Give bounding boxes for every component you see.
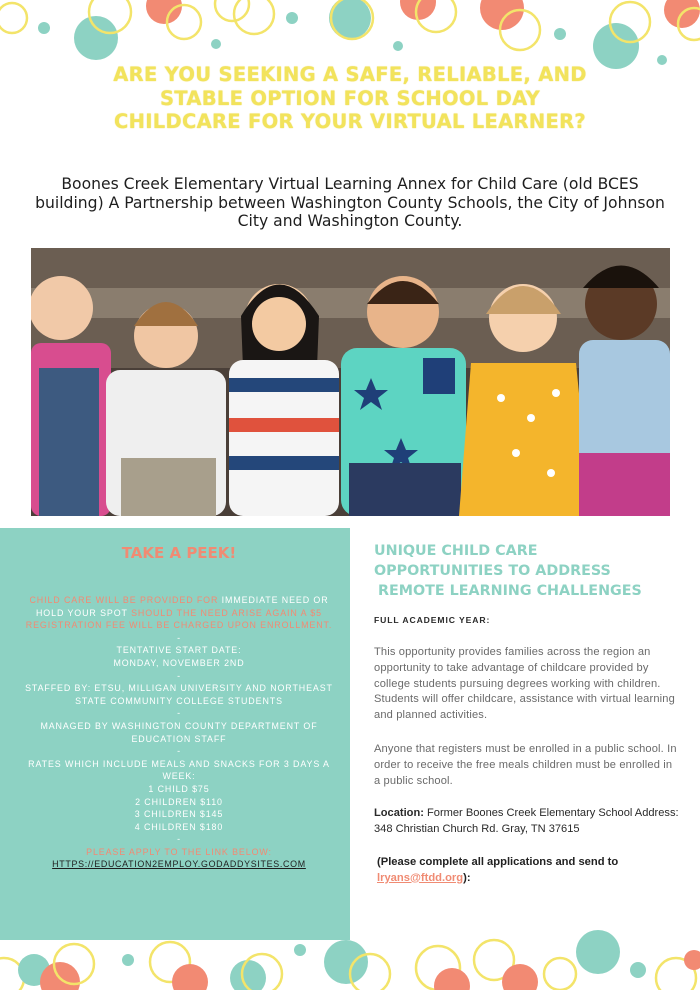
location-label: Location: [374, 807, 424, 820]
separator: - [177, 670, 181, 681]
please-text: (Please complete all applications and send to [377, 855, 619, 868]
unique-title-line-3: REMOTE LEARNING CHALLENGES [378, 583, 642, 599]
separator: - [177, 746, 181, 757]
paragraph-2: Anyone that registers must be enrolled in a public school. In order to receive the free meals children must be enrolled in a public school. [374, 742, 677, 787]
paragraph-1: This opportunity provides families across the region an opportunity to take advantage of childcare provided by college students pursuing degrees working with children. Students will offer childcare, assistance with virtual learning and planned activities. [374, 646, 675, 722]
intro-text [25, 594, 333, 632]
children-photo-illustration [31, 248, 670, 516]
apply-text: PLEASE APPLY TO THE LINK BELOW: [86, 846, 272, 857]
rates-intro: RATES WHICH INCLUDE MEALS AND SNACKS FOR 3 DAYS A WEEK: [28, 758, 330, 782]
unique-section [374, 541, 680, 887]
intro-white-1: IMMEDIATE NEED OR HOLD YOUR SPOT [36, 595, 329, 618]
unique-title-line-2: OPPORTUNITIES TO ADDRESS [374, 563, 611, 579]
full-year-label: FULL ACADEMIC YEAR: [374, 615, 491, 625]
please-note [377, 855, 680, 887]
separator: - [177, 632, 181, 643]
please-end: ): [463, 871, 471, 884]
peek-title: TAKE A PEEK! [121, 544, 237, 562]
staffed-text: STAFFED BY: ETSU, MILLIGAN UNIVERSITY AND NORTHEAST STATE COMMUNITY COLLEGE STUDENTS [25, 683, 333, 706]
unique-title [374, 541, 680, 601]
location-text: Former Boones Creek Elementary School Address: 348 Christian Church Rd. Gray, TN 37615 [374, 807, 679, 836]
intro-coral-2: SHOULD THE NEED ARISE AGAIN A $5 REGISTRATION FEE WILL BE CHARGED UPON ENROLLMENT. [25, 607, 333, 631]
intro-coral-1: CHILD CARE WILL BE PROVIDED FOR [29, 595, 219, 605]
headline: ARE YOU SEEKING A SAFE, RELIABLE, AND STABLE OPTION FOR SCHOOL DAY CHILDCARE FOR YOUR VIRTUAL LEARNER? [113, 63, 587, 133]
take-a-peek-panel [0, 528, 350, 940]
children-photo [31, 248, 670, 516]
unique-title-line-1: UNIQUE CHILD CARE [374, 543, 538, 559]
rate-4: 4 CHILDREN $180 [134, 821, 224, 832]
rate-2: 2 CHILDREN $110 [135, 796, 223, 807]
peek-body [25, 594, 333, 871]
separator: - [177, 708, 181, 719]
email-link[interactable]: lryans@ftdd.org [377, 871, 464, 884]
location [374, 806, 680, 838]
start-value: MONDAY, NOVEMBER 2ND [113, 657, 245, 668]
rate-1: 1 CHILD $75 [148, 783, 210, 794]
start-label: TENTATIVE START DATE: [116, 645, 242, 656]
rate-3: 3 CHILDREN $145 [134, 809, 224, 820]
managed-text: MANAGED BY WASHINGTON COUNTY DEPARTMENT OF EDUCATION STAFF [40, 720, 318, 744]
separator: - [177, 834, 181, 845]
subtitle: Boones Creek Elementary Virtual Learning Annex for Child Care (old BCES building) A Partnership between Washington County Schools, the City of Johnson City and Washington County. [35, 175, 665, 230]
apply-link[interactable]: HTTPS://EDUCATION2EMPLOY.GODADDYSITES.COM [52, 859, 306, 870]
